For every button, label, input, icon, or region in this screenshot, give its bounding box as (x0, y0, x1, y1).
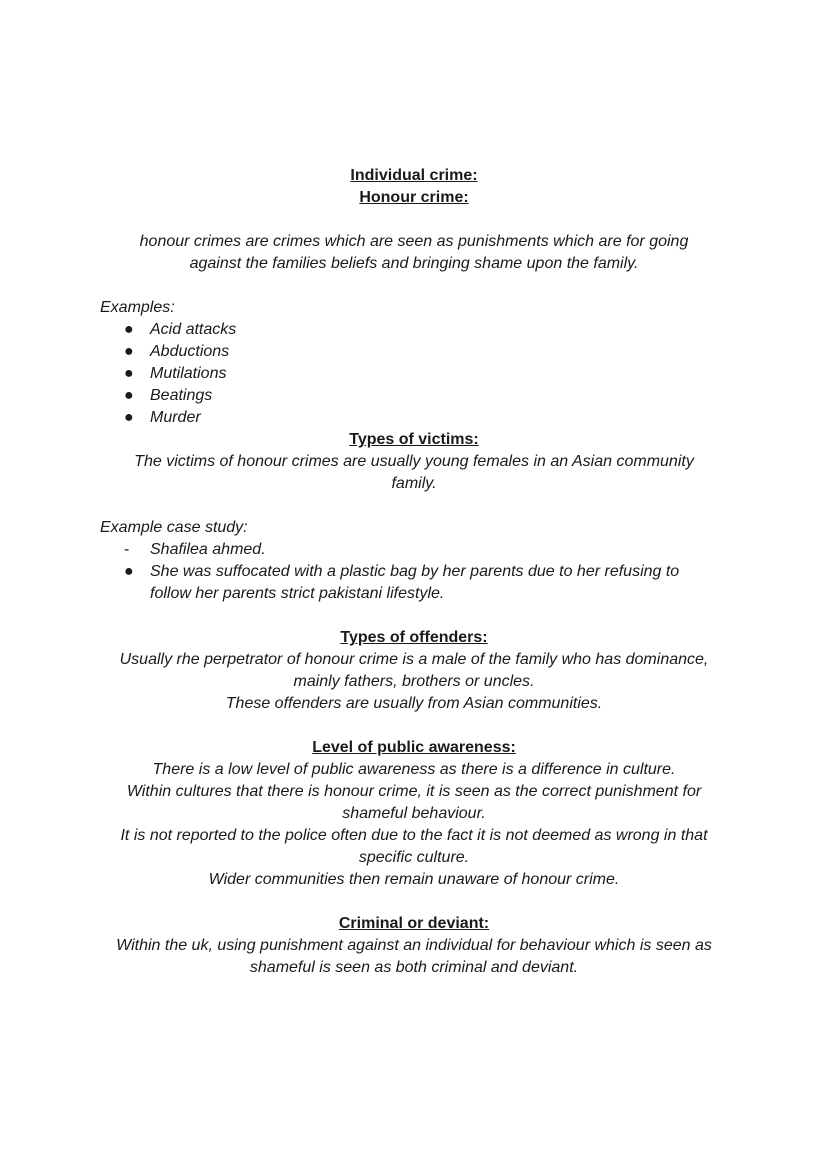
heading-criminal-deviant: Criminal or deviant: (338, 915, 490, 932)
awareness-line: shameful behaviour. (342, 805, 486, 822)
document-page (100, 165, 728, 979)
case-study-detail: ● She was suffocated with a plastic bag by her parents due to her refusing to (100, 561, 728, 583)
case-study-label: Example case study: (100, 519, 248, 536)
intro-line: honour crimes are crimes which are seen as punishments which are for going (139, 233, 689, 250)
awareness-line: specific culture. (358, 849, 470, 866)
bullet-icon: ● (124, 387, 134, 404)
bullet-icon: ● (124, 563, 134, 580)
bullet-icon: ● (124, 321, 134, 338)
victims-line: family. (391, 475, 437, 492)
awareness-line: Wider communities then remain unaware of honour crime. (208, 871, 620, 888)
list-item: ● Abductions (100, 341, 728, 363)
bullet-icon: ● (124, 343, 134, 360)
intro-line: against the families beliefs and bringing shame upon the family. (189, 255, 639, 272)
victims-line: The victims of honour crimes are usually young females in an Asian community (134, 453, 694, 470)
list-item: ● Beatings (100, 385, 728, 407)
criminal-line: shameful is seen as both criminal and deviant. (249, 959, 579, 976)
awareness-line: Within cultures that there is honour crime, it is seen as the correct punishment for (126, 783, 702, 800)
examples-label: Examples: (100, 299, 175, 316)
bullet-icon: ● (124, 409, 134, 426)
criminal-line: Within the uk, using punishment against an individual for behaviour which is seen as (116, 937, 712, 954)
list-item: ● Mutilations (100, 363, 728, 385)
heading-individual-crime: Individual crime: (350, 167, 478, 184)
case-study-name: - Shafilea ahmed. (100, 539, 728, 561)
offenders-line: Usually rhe perpetrator of honour crime is a male of the family who has dominance, (119, 651, 709, 668)
heading-honour-crime: Honour crime: (359, 189, 469, 206)
heading-offenders: Types of offenders: (340, 629, 488, 646)
list-item: ● Murder (100, 407, 728, 429)
offenders-line: mainly fathers, brothers or uncles. (293, 673, 535, 690)
heading-awareness: Level of public awareness: (312, 739, 516, 756)
bullet-icon: ● (124, 365, 134, 382)
heading-victims: Types of victims: (349, 431, 479, 448)
list-item: ● Acid attacks (100, 319, 728, 341)
awareness-line: There is a low level of public awareness as there is a difference in culture. (152, 761, 676, 778)
offenders-line: These offenders are usually from Asian communities. (225, 695, 603, 712)
awareness-line: It is not reported to the police often due to the fact it is not deemed as wrong in that (120, 827, 708, 844)
case-study-detail-cont: follow her parents strict pakistani lifestyle. (150, 585, 445, 602)
dash-icon: - (124, 541, 130, 558)
